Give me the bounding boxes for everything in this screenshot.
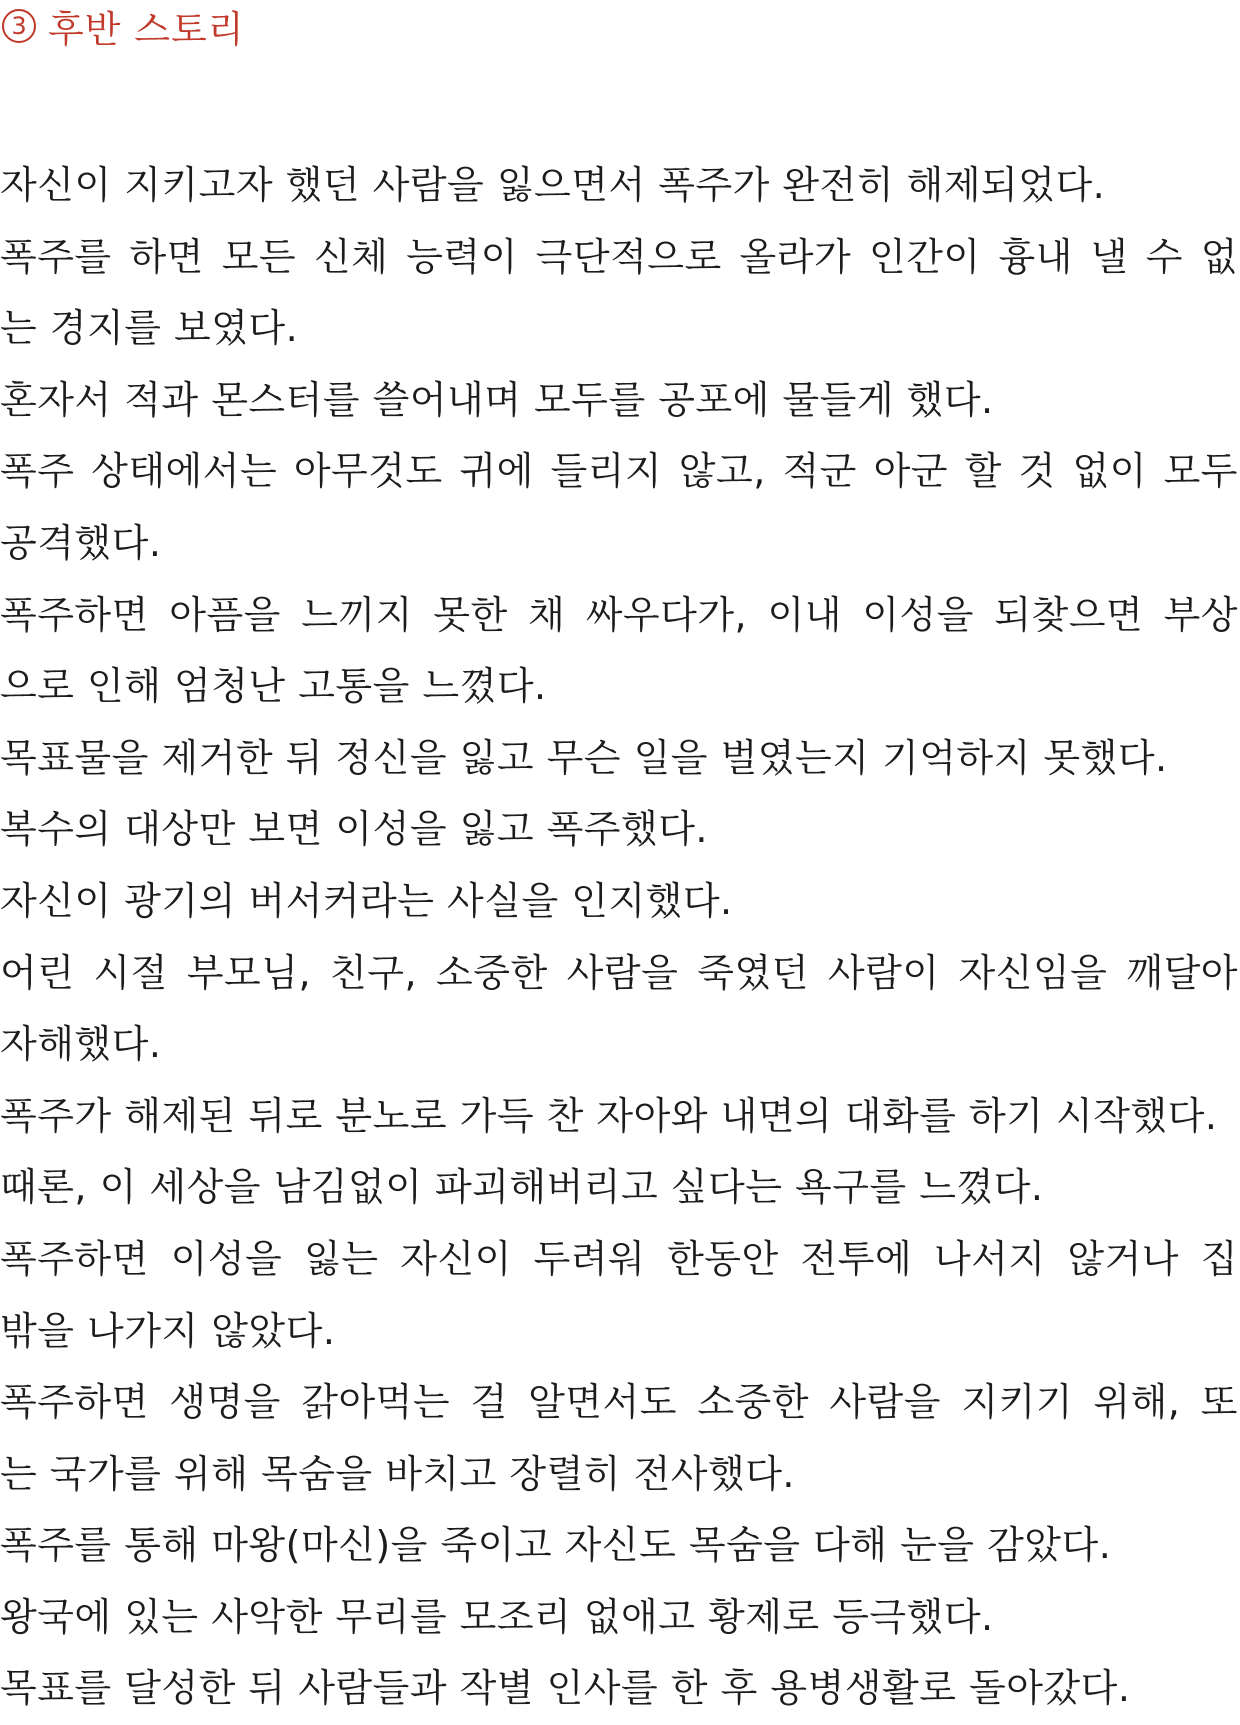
section-heading (2, 2, 244, 50)
story-line: 자신이 광기의 버서커라는 사실을 인지했다. (0, 878, 733, 923)
story-line: 혼자서 적과 몬스터를 쓸어내며 모두를 공포에 물들게 했다. (0, 377, 994, 422)
story-line: 폭주하면 생명을 갉아먹는 걸 알면서도 소중한 사람을 지키기 위해, 또 (0, 1380, 1238, 1425)
story-line: 복수의 대상만 보면 이성을 잃고 폭주했다. (0, 807, 709, 852)
story-line: 폭주하면 아픔을 느끼지 못한 채 싸우다가, 이내 이성을 되찾으면 부상 (0, 592, 1238, 637)
story-line: 폭주가 해제된 뒤로 분노로 가득 찬 자아와 내면의 대화를 하기 시작했다. (0, 1093, 1218, 1138)
story-line: 공격했다. (0, 520, 162, 565)
story-line: 폭주 상태에서는 아무것도 귀에 들리지 않고, 적군 아군 할 것 없이 모두 (0, 449, 1238, 494)
story-body (0, 150, 1238, 1725)
section-number-badge: 3 (2, 9, 36, 43)
story-line: 으로 인해 엄청난 고통을 느꼈다. (0, 664, 547, 709)
story-line: 자해했다. (0, 1022, 162, 1067)
story-line: 밖을 나가지 않았다. (0, 1308, 336, 1353)
story-line: 폭주를 하면 모든 신체 능력이 극단적으로 올라가 인간이 흉내 낼 수 없 (0, 234, 1238, 279)
story-line: 목표물을 제거한 뒤 정신을 잃고 무슨 일을 벌였는지 기억하지 못했다. (0, 735, 1168, 780)
story-line: 는 국가를 위해 목숨을 바치고 장렬히 전사했다. (0, 1451, 796, 1496)
story-line: 목표를 달성한 뒤 사람들과 작별 인사를 한 후 용병생활로 돌아갔다. (0, 1666, 1131, 1711)
story-line: 폭주를 통해 마왕(마신)을 죽이고 자신도 목숨을 다해 눈을 감았다. (0, 1523, 1112, 1568)
story-line: 는 경지를 보였다. (0, 306, 299, 351)
story-line: 왕국에 있는 사악한 무리를 모조리 없애고 황제로 등극했다. (0, 1594, 994, 1639)
story-line: 자신이 지키고자 했던 사람을 잃으면서 폭주가 완전히 해제되었다. (0, 163, 1106, 207)
story-line: 때론, 이 세상을 남김없이 파괴해버리고 싶다는 욕구를 느꼈다. (0, 1165, 1044, 1210)
story-line: 폭주하면 이성을 잃는 자신이 두려워 한동안 전투에 나서지 않거나 집 (0, 1236, 1238, 1281)
section-title: 후반 스토리 (48, 8, 245, 51)
story-line: 어린 시절 부모님, 친구, 소중한 사람을 죽였던 사람이 자신임을 깨달아 (0, 950, 1238, 995)
